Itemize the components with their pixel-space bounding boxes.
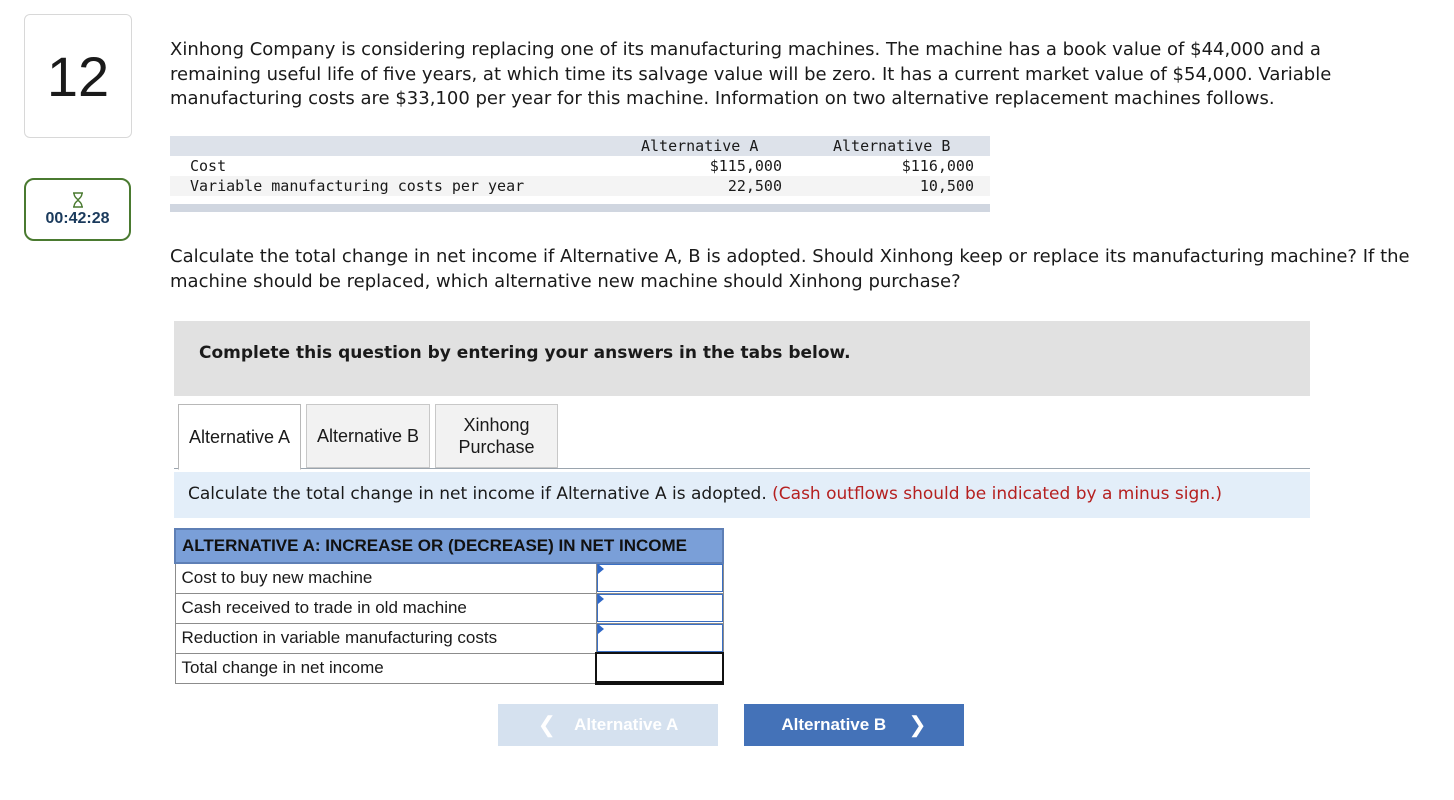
reduction-variable-input[interactable]	[597, 624, 723, 652]
next-button[interactable]	[744, 704, 964, 746]
trade-in-input[interactable]	[597, 594, 723, 622]
answer-tabs	[178, 404, 1310, 470]
row-label-cost-to-buy: Cost to buy new machine	[175, 563, 596, 593]
prompt-note: (Cash outflows should be indicated by a minus sign.)	[772, 484, 1223, 504]
input-cell	[596, 623, 723, 653]
row-label: Cost	[190, 157, 227, 175]
previous-button[interactable]	[498, 704, 718, 746]
input-marker-icon	[598, 624, 604, 634]
column-header-alternative-a: Alternative A	[641, 137, 759, 155]
previous-button-label: Alternative A	[574, 715, 679, 734]
input-marker-icon	[598, 564, 604, 574]
table-row	[175, 653, 723, 683]
question-text: Calculate the total change in net income if Alternative A, B is adopted. Should Xinhong keep or replace its manufacturing machine? If the machine should be replaced, which alternative new machine should Xinhong purchase?	[170, 246, 1410, 292]
hourglass-icon	[72, 192, 84, 208]
cell-alternative-a: 22,500	[727, 177, 782, 195]
row-label-trade-in: Cash received to trade in old machine	[175, 593, 596, 623]
data-table-footer	[170, 204, 990, 212]
timer	[24, 178, 131, 241]
answer-table-header: ALTERNATIVE A: INCREASE OR (DECREASE) IN NET INCOME	[175, 529, 723, 563]
tab-alternative-b[interactable]: Alternative B	[306, 404, 430, 468]
next-button-label: Alternative B	[781, 715, 887, 734]
problem-intro: Xinhong Company is considering replacing one of its manufacturing machines. The machine has a book value of $44,000 and a remaining useful life of five years, at which time its salvage value will be zero. It has a current market value of $54,000. Variable manufacturing costs are $33,100 per year for this machine. Information on two alternative replacement machines follows.	[170, 39, 1332, 109]
table-row	[175, 623, 723, 653]
cell-alternative-b: $116,000	[901, 157, 974, 175]
data-row-variable-costs	[170, 176, 990, 196]
question-number: 12	[24, 14, 132, 138]
answer-table	[174, 528, 724, 685]
machine-data-table	[170, 136, 990, 212]
instruction-text: Complete this question by entering your answers in the tabs below.	[199, 343, 851, 363]
row-label-reduction-variable: Reduction in variable manufacturing costs	[175, 623, 596, 653]
chevron-left-icon: ❮	[537, 712, 557, 737]
cell-alternative-a: $115,000	[709, 157, 782, 175]
data-row-cost	[170, 156, 990, 176]
prompt-box	[174, 472, 1310, 518]
tab-xinhong-purchase[interactable]	[435, 404, 558, 468]
table-row	[175, 593, 723, 623]
instruction-box	[174, 321, 1310, 396]
column-header-alternative-b: Alternative B	[833, 137, 951, 155]
input-cell	[596, 593, 723, 623]
tab-alternative-a[interactable]: Alternative A	[178, 404, 301, 470]
data-table-header	[170, 136, 990, 156]
timer-value: 00:42:28	[45, 209, 110, 227]
table-row	[175, 563, 723, 593]
row-label: Variable manufacturing costs per year	[190, 177, 525, 195]
row-label-total-change: Total change in net income	[175, 653, 596, 683]
input-marker-icon	[598, 594, 604, 604]
chevron-right-icon: ❯	[908, 712, 927, 737]
cell-alternative-b: 10,500	[919, 177, 974, 195]
answer-table-header-row	[175, 529, 723, 563]
prompt-text	[188, 484, 1222, 504]
input-cell	[596, 563, 723, 593]
total-change-value	[596, 653, 723, 683]
cost-to-buy-input[interactable]	[597, 564, 723, 592]
tab-xinhong-purchase-label: Xinhong Purchase	[458, 415, 535, 457]
prompt-main: Calculate the total change in net income if Alternative A is adopted.	[188, 484, 767, 504]
